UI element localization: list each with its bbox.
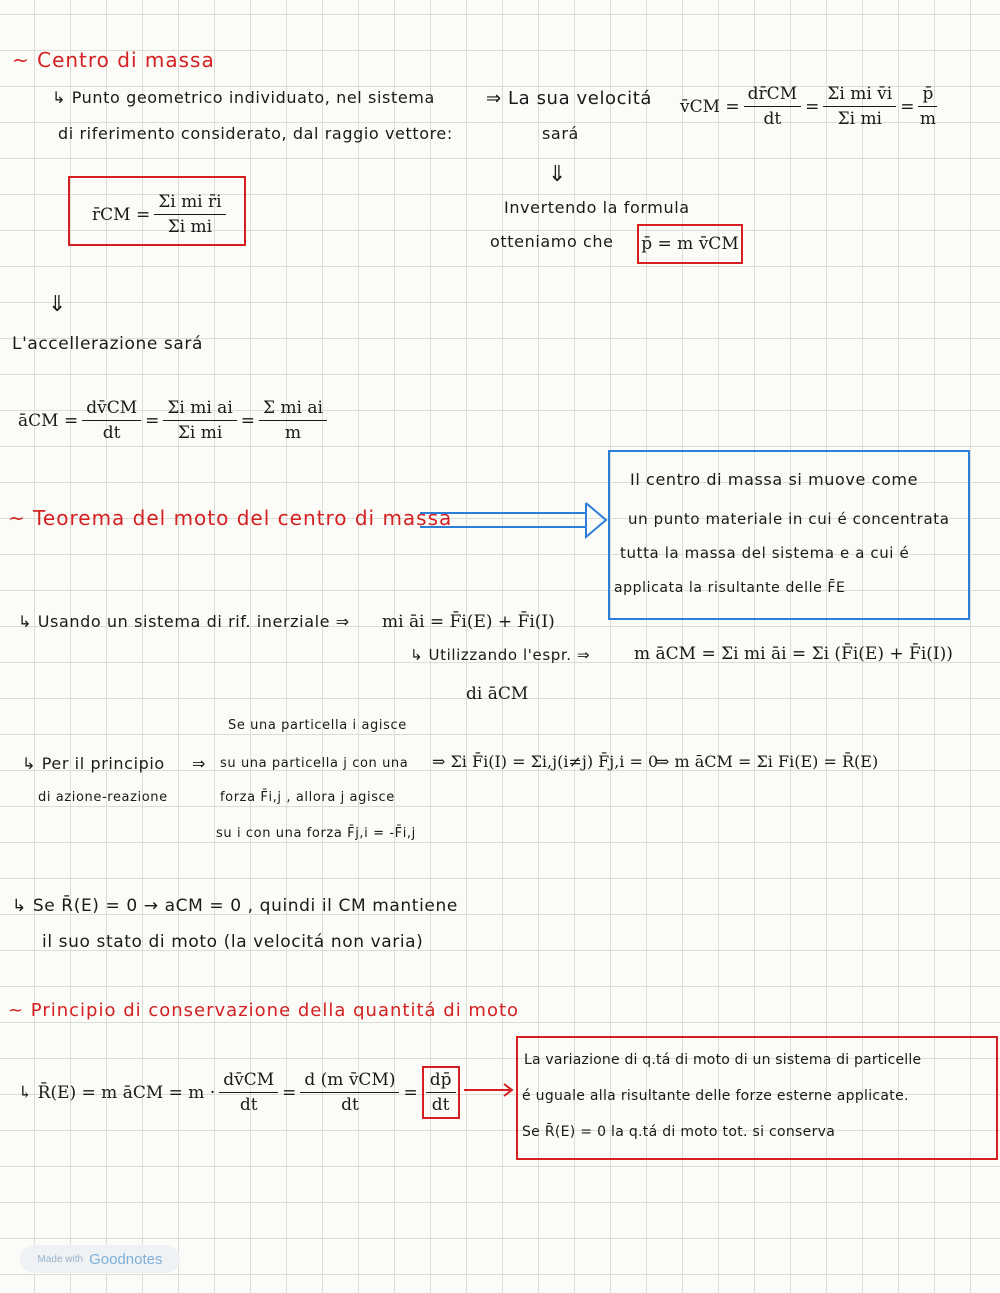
acm-frac-2 xyxy=(163,398,236,443)
vcm-frac-1-den: dt xyxy=(763,109,782,129)
conservation-equation: ↳ R̄(E) = m āCM = m · $\frac{dv̄CM}{dt}$ = $\frac{\text{d (m v̄CM)}}{dt}$ = $\frac{dp̄}{dt}$ xyxy=(18,1066,464,1119)
vcm-frac-3 xyxy=(918,84,937,129)
badge-made-with: Made with xyxy=(37,1253,84,1265)
invert-text-2: otteniamo che xyxy=(490,232,614,251)
cons-frac-2 xyxy=(300,1070,399,1115)
badge-goodnotes: Goodnotes xyxy=(89,1250,163,1268)
vcm-equation: v̄CM = $\frac{dr̄CM}{dt}$ = $\frac{\text{Σi mi v̄i}}{\text{Σi mi}}$ = $\frac{p̄}{m}$ xyxy=(680,84,936,129)
vcm-frac-1 xyxy=(744,84,801,129)
principle-equation-2: ⇒ m āCM = Σi Fi(E) = R̄(E) xyxy=(656,752,879,771)
vcm-frac-2-num: Σi mi v̄i xyxy=(823,84,896,107)
rcm-num: Σi mi r̄i xyxy=(154,192,225,215)
vcm-frac-2-den: Σi mi xyxy=(837,109,882,129)
box-line: applicata la risultante delle F̄E xyxy=(614,580,846,596)
util-equation: m āCM = Σi mi āi = Σi (F̄i(E) + F̄i(I)) xyxy=(634,644,953,664)
acm-frac-3 xyxy=(259,398,327,443)
inertial-text: ↳ Usando un sistema di rif. inerziale ⇒ xyxy=(18,612,350,631)
vcm-frac-1-num: dr̄CM xyxy=(744,84,801,107)
text-line: ↳ Punto geometrico individuato, nel sistema xyxy=(52,88,435,107)
principle-equation-1: ⇒ Σi F̄i(I) = Σi,j(i≠j) F̄j,i = 0 xyxy=(432,752,659,771)
box-line: La variazione di q.tá di moto di un sistema di particelle xyxy=(524,1052,922,1068)
conservation-lhs: ↳ R̄(E) = m āCM = m · xyxy=(18,1082,216,1103)
heading-centro-di-massa: ~ Centro di massa xyxy=(12,48,215,72)
box-line: tutta la massa del sistema e a cui é xyxy=(620,544,910,562)
principle-note: su i con una forza F̄j,i = -F̄i,j xyxy=(216,826,416,841)
acm-frac-3-num: Σ mi ai xyxy=(259,398,327,421)
acm-equation: āCM = $\frac{dv̄CM}{dt}$ = $\frac{\text{Σi mi ai}}{\text{Σi mi}}$ = $\frac{\text{Σ mi ai}}{m}$ xyxy=(18,398,331,443)
formula-box-rcm xyxy=(68,176,246,246)
right-arrow-icon xyxy=(418,500,610,540)
vcm-frac-3-den: m xyxy=(919,109,936,129)
definition-box-conservazione xyxy=(516,1036,998,1160)
acm-frac-1-num: dv̄CM xyxy=(82,398,141,421)
principle-note: Se una particella i agisce xyxy=(228,718,407,733)
velocity-label-2: sará xyxy=(542,124,579,143)
box-line: un punto materiale in cui é concentrata xyxy=(628,510,950,528)
acm-frac-2-num: Σi mi ai xyxy=(163,398,236,421)
cons-frac-3-den: dt xyxy=(431,1095,450,1115)
util-text: ↳ Utilizzando l'espr. ⇒ xyxy=(410,646,591,664)
rcm-lhs: r̄CM = xyxy=(92,204,151,225)
vcm-lhs: v̄CM = xyxy=(680,96,740,117)
principle-label: ↳ Per il principio xyxy=(22,754,165,773)
conclusion-text-2: il suo stato di moto (la velocitá non varia) xyxy=(42,932,424,952)
box-line: Il centro di massa si muove come xyxy=(630,470,919,489)
vcm-frac-3-num: p̄ xyxy=(918,84,937,107)
cons-frac-1-num: dv̄CM xyxy=(219,1070,278,1093)
box-line: Se R̄(E) = 0 la q.tá di moto tot. si conserva xyxy=(522,1124,836,1140)
cons-frac-2-den: dt xyxy=(341,1095,359,1115)
acm-frac-3-den: m xyxy=(284,423,302,443)
heading-conservazione: ~ Principio di conservazione della quantitá di moto xyxy=(8,1000,520,1021)
acm-frac-1 xyxy=(82,398,141,443)
box-line: é uguale alla risultante delle forze esterne applicate. xyxy=(522,1088,909,1104)
principle-note: forza F̄i,j , allora j agisce xyxy=(220,790,395,805)
cons-frac-3-box xyxy=(422,1066,460,1119)
velocity-label: ⇒ La sua velocitá xyxy=(486,88,653,109)
cons-frac-2-num: d (m v̄CM) xyxy=(300,1070,399,1093)
rcm-den: Σi mi xyxy=(167,217,213,237)
formula-box-p: p̄ = m v̄CM xyxy=(637,224,743,264)
cons-frac-1 xyxy=(219,1070,278,1115)
principle-label-2: di azione-reazione xyxy=(38,790,168,805)
acceleration-label: L'accellerazione sará xyxy=(12,334,203,354)
acm-lhs: āCM = xyxy=(18,410,79,431)
principle-arrow: ⇒ xyxy=(192,754,207,773)
inertial-equation: mi āi = F̄i(E) + F̄i(I) xyxy=(382,612,555,632)
acm-frac-1-den: dt xyxy=(102,423,121,443)
right-arrow-icon xyxy=(464,1080,518,1100)
goodnotes-badge xyxy=(20,1245,180,1273)
principle-note: su una particella j con una xyxy=(220,756,409,771)
conclusion-text: ↳ Se R̄(E) = 0 → aCM = 0 , quindi il CM mantiene xyxy=(12,896,458,916)
cons-frac-1-den: dt xyxy=(239,1095,258,1115)
rcm-fraction xyxy=(154,192,225,237)
text-line: di riferimento considerato, dal raggio vettore: xyxy=(58,124,453,143)
implies-down-arrow-icon: ⇓ xyxy=(548,162,567,187)
implies-down-arrow-icon: ⇓ xyxy=(48,292,67,317)
util-text-2: di āCM xyxy=(466,684,529,704)
invert-text: Invertendo la formula xyxy=(504,198,690,217)
heading-teorema-moto: ~ Teorema del moto del centro di massa xyxy=(8,506,453,530)
acm-frac-2-den: Σi mi xyxy=(177,423,223,443)
definition-box-teorema xyxy=(608,450,970,620)
vcm-frac-2 xyxy=(823,84,896,129)
cons-frac-3-num: dp̄ xyxy=(426,1070,456,1093)
